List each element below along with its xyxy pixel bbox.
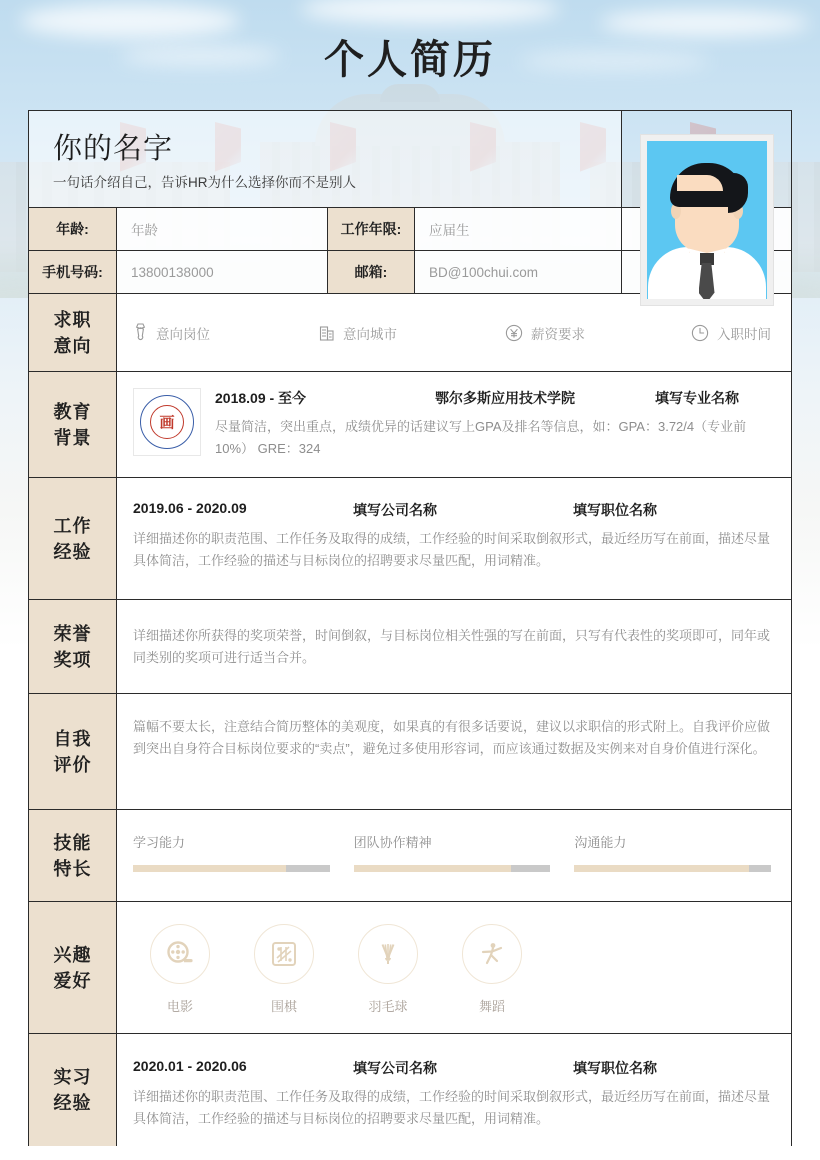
section-label-work-experience <box>29 478 117 599</box>
internship-company: 填写公司名称 <box>353 1060 437 1076</box>
label-line-2: 评价 <box>53 754 92 775</box>
internship-body <box>117 1034 791 1146</box>
film-reel-icon <box>150 924 210 984</box>
skill-bar-fill <box>354 865 511 872</box>
skill-bar <box>133 865 330 872</box>
phone-value[interactable]: 13800138000 <box>131 264 214 280</box>
seal-glyph: 画 <box>159 414 175 432</box>
work-years-label: 工作年限: <box>327 208 415 250</box>
work-years-value[interactable]: 应届生 <box>429 223 470 238</box>
clock-icon <box>691 324 709 342</box>
work-experience-body <box>117 478 791 599</box>
label-line-1: 教育 <box>53 401 92 422</box>
skill-bar <box>574 865 771 872</box>
cloud-decoration <box>20 4 240 38</box>
internship-description: 详细描述你的职责范围、工作任务及取得的成绩，工作经验的时间采取倒叙形式，最近经历写在前面，描述尽量具体简洁，工作经验的描述与目标岗位的招聘要求尽量匹配，用词精准。 <box>133 1089 771 1126</box>
education-school: 鄂尔多斯应用技术学院 <box>435 390 575 406</box>
honors-body <box>117 600 791 693</box>
section-label-hobbies <box>29 902 117 1033</box>
label-line-1: 工作 <box>53 515 92 536</box>
intent-item-salary[interactable] <box>505 323 691 343</box>
section-hobbies <box>29 901 791 1033</box>
email-label: 邮箱: <box>327 251 415 293</box>
work-date: 2019.06 - 2020.09 <box>133 500 247 516</box>
age-label: 年龄: <box>29 208 117 250</box>
skill-bar <box>354 865 551 872</box>
label-line-1: 荣誉 <box>53 623 92 644</box>
education-description: 尽量简洁，突出重点，成绩优异的话建议写上GPA及排名等信息，如：GPA：3.72/4（专业前10%） GRE：324 <box>215 419 747 456</box>
section-internship <box>29 1033 791 1146</box>
label-line-2: 奖项 <box>53 649 92 670</box>
identity-block <box>29 111 621 207</box>
hobby-list <box>133 920 771 1017</box>
hobby-label: 舞蹈 <box>478 999 505 1014</box>
skill-item <box>133 832 330 872</box>
hobby-item-dance[interactable] <box>445 924 539 1015</box>
skill-list <box>133 832 771 872</box>
age-value[interactable]: 年龄 <box>131 223 158 238</box>
skill-item <box>354 832 551 872</box>
resume-header <box>29 111 791 207</box>
label-line-2: 经验 <box>53 1093 92 1113</box>
job-intention-items <box>133 319 771 347</box>
intent-item-start-date[interactable] <box>691 323 771 343</box>
self-evaluation-description: 篇幅不要太长，注意结合简历整体的美观度，如果真的有很多话要说，建议以求职信的形式附上。自我评价应做到突出自身符合目标岗位要求的“卖点”，避免过多使用形容词，而应该通过数据及实例来对自身价值进行深化。 <box>133 719 771 756</box>
dome-finial <box>380 84 440 102</box>
skill-name: 团队协作精神 <box>353 835 432 850</box>
education-date: 2018.09 - 至今 <box>215 390 307 406</box>
section-skills <box>29 809 791 901</box>
honors-description: 详细描述你所获得的奖项荣誉，时间倒叙，与目标岗位相关性强的写在前面，只写有代表性的奖项即可，同年或同类别的奖项可进行适当合并。 <box>133 627 771 665</box>
internship-position: 填写职位名称 <box>573 1060 657 1076</box>
internship-date: 2020.01 - 2020.06 <box>133 1058 247 1074</box>
necktie-icon <box>133 323 148 343</box>
section-label-job-intention <box>29 294 117 371</box>
section-honors <box>29 599 791 693</box>
intent-label: 入职时间 <box>717 326 771 342</box>
work-description: 详细描述你的职责范围、工作任务及取得的成绩，工作经验的时间采取倒叙形式，最近经历写在前面，描述尽量具体简洁，工作经验的描述与目标岗位的招聘要求尽量匹配，用词精准。 <box>133 531 771 568</box>
intent-label: 薪资要求 <box>531 326 585 342</box>
cloud-decoration <box>600 10 810 36</box>
label-line-2: 经验 <box>53 541 92 562</box>
candidate-tagline: 一句话介绍自己，告诉HR为什么选择你而不是别人 <box>53 175 356 190</box>
avatar <box>647 141 767 299</box>
section-label-skills <box>29 810 117 901</box>
work-heading <box>133 500 771 520</box>
section-label-education <box>29 372 117 477</box>
self-evaluation-body <box>117 694 791 809</box>
label-line-1: 自我 <box>53 728 92 749</box>
building-icon <box>319 324 335 342</box>
phone-label: 手机号码: <box>29 251 117 293</box>
intent-label: 意向城市 <box>343 326 397 342</box>
skill-name: 沟通能力 <box>574 835 627 850</box>
resume-card <box>28 110 792 1146</box>
section-self-evaluation <box>29 693 791 809</box>
skill-name: 学习能力 <box>133 835 186 850</box>
go-board-icon <box>254 924 314 984</box>
yen-circle-icon <box>505 324 523 342</box>
section-education <box>29 371 791 477</box>
label-line-2: 背景 <box>53 427 92 448</box>
label-line-1: 求职 <box>53 309 92 330</box>
label-line-1: 技能 <box>53 832 92 853</box>
work-company: 填写公司名称 <box>353 502 437 518</box>
university-seal-icon <box>133 388 201 456</box>
hobby-label: 羽毛球 <box>368 999 408 1014</box>
education-major: 填写专业名称 <box>655 390 739 406</box>
section-label-self-evaluation <box>29 694 117 809</box>
avatar-forehead <box>677 175 723 191</box>
hobby-item-movie[interactable] <box>133 924 227 1015</box>
section-work-experience <box>29 477 791 599</box>
work-position: 填写职位名称 <box>573 502 657 518</box>
education-heading <box>215 388 771 408</box>
skills-body <box>117 810 791 901</box>
photo-frame <box>641 135 773 305</box>
hobby-label: 围棋 <box>270 999 297 1014</box>
photo-column <box>621 111 791 207</box>
label-line-1: 实习 <box>53 1067 92 1087</box>
cloud-decoration <box>300 0 560 24</box>
label-line-1: 兴趣 <box>53 944 92 965</box>
skill-bar-fill <box>133 865 286 872</box>
internship-heading <box>133 1058 771 1078</box>
dancer-icon <box>462 924 522 984</box>
page-title: 个人简历 <box>324 38 496 82</box>
section-label-internship <box>29 1034 117 1146</box>
hobby-item-badminton[interactable] <box>341 924 435 1015</box>
hobbies-body <box>117 902 791 1033</box>
label-line-2: 爱好 <box>53 970 92 991</box>
job-intention-body <box>117 294 791 371</box>
intent-item-position[interactable] <box>133 323 319 343</box>
candidate-name: 你的名字 <box>53 133 174 165</box>
intent-label: 意向岗位 <box>156 326 210 342</box>
education-body <box>117 372 791 477</box>
email-value[interactable]: BD@100chui.com <box>429 264 539 280</box>
intent-item-city[interactable] <box>319 323 505 343</box>
label-line-2: 特长 <box>53 858 92 879</box>
shuttlecock-icon <box>358 924 418 984</box>
section-label-honors <box>29 600 117 693</box>
hobby-item-go[interactable] <box>237 924 331 1015</box>
label-line-2: 意向 <box>53 335 92 356</box>
skill-bar-fill <box>574 865 749 872</box>
skill-item <box>574 832 771 872</box>
hobby-label: 电影 <box>166 999 193 1014</box>
